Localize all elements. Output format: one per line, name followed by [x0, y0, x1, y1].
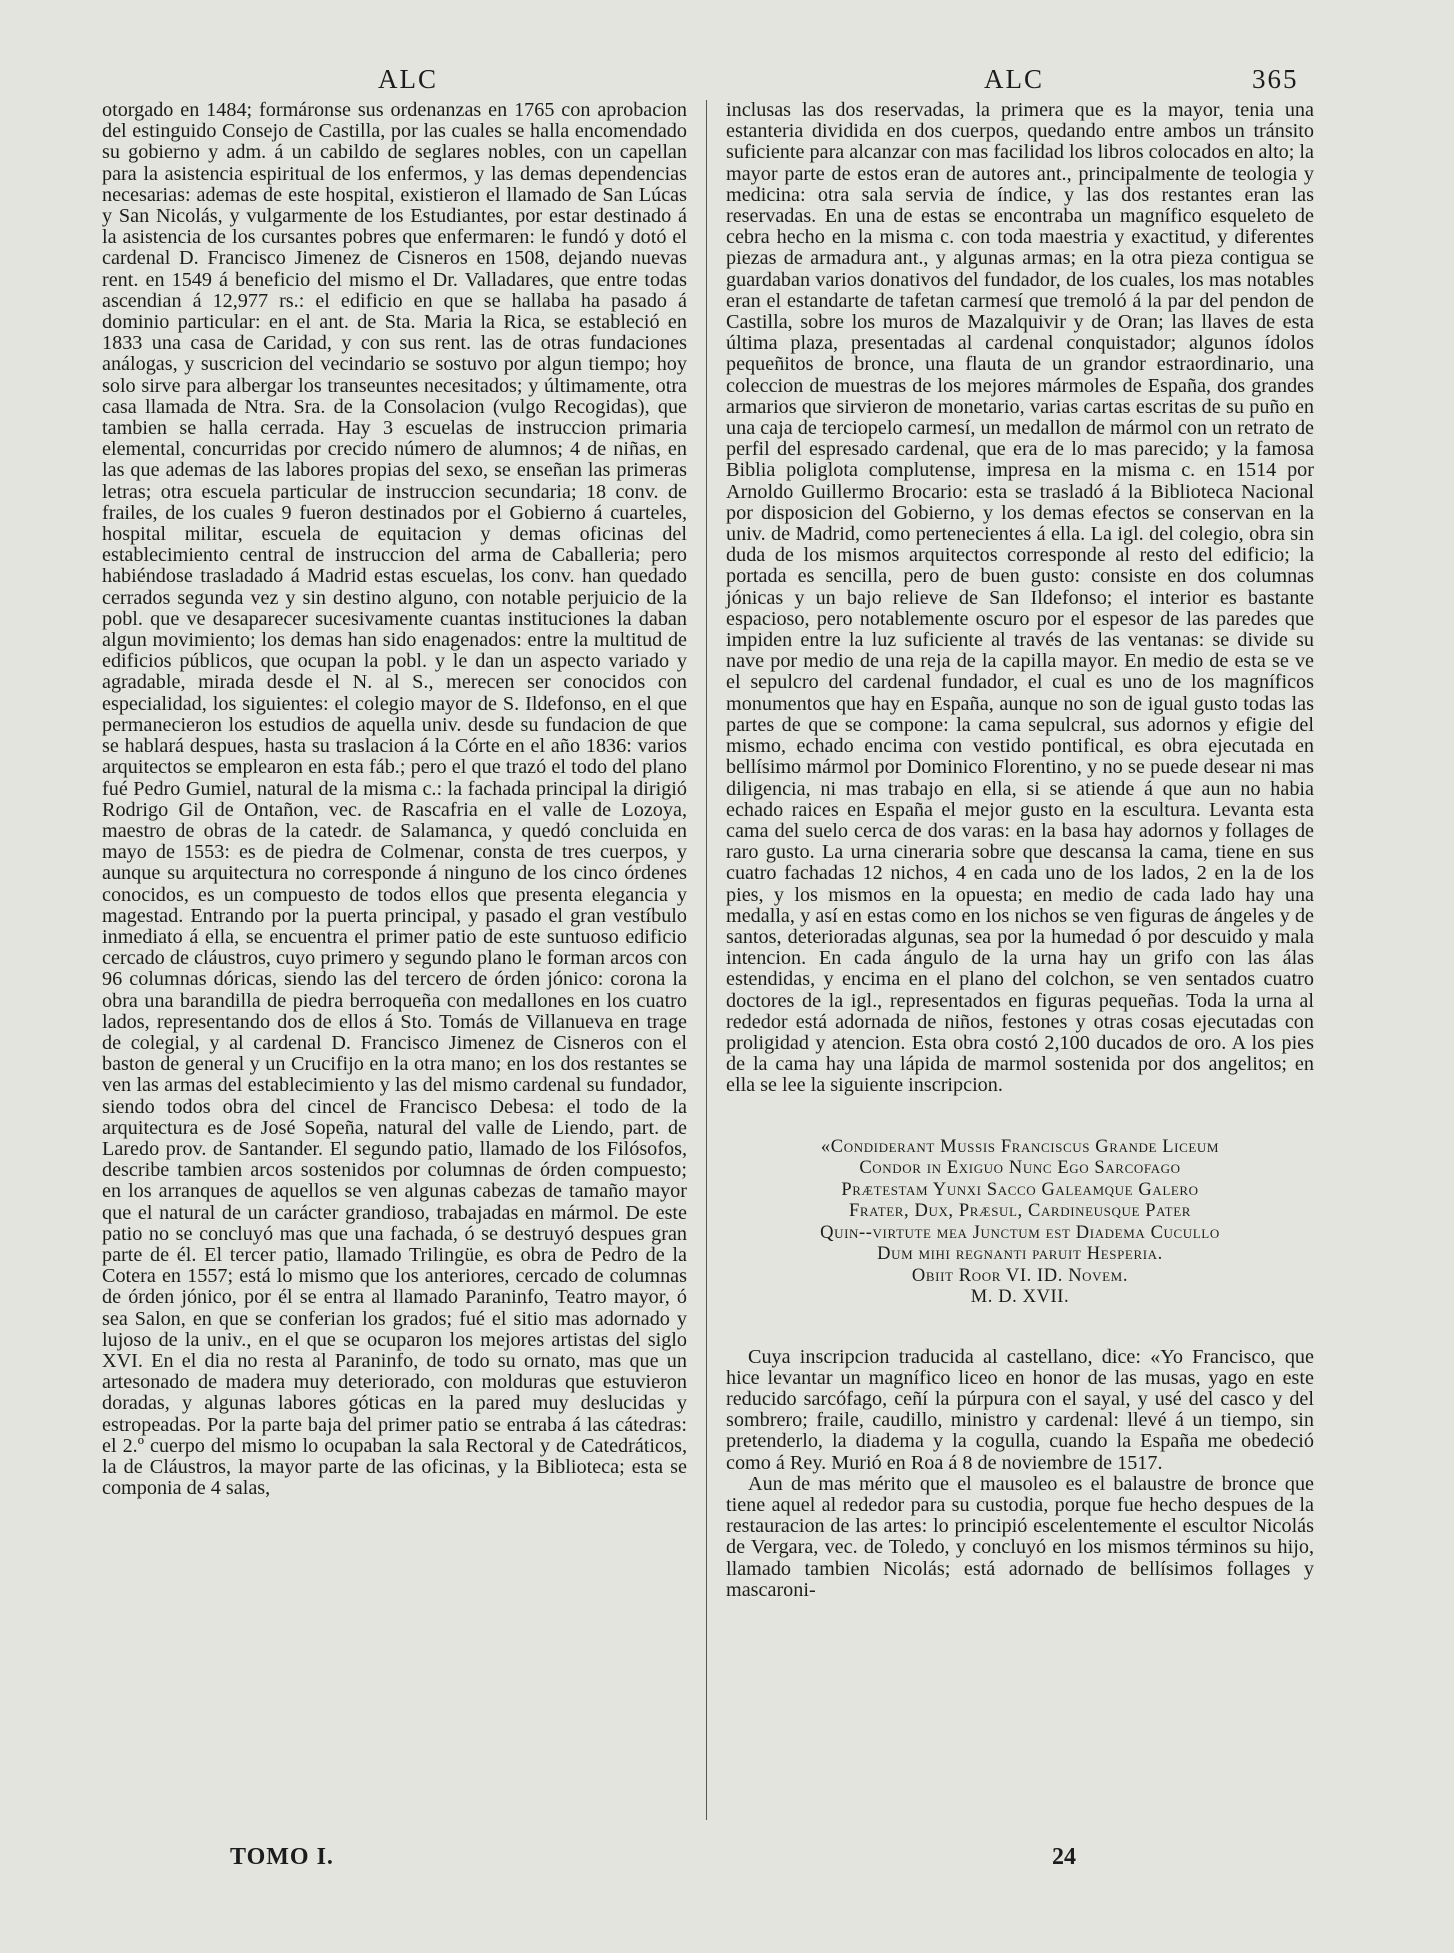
inscription-line: Prætestam Yunxi Sacco Galeamque Galero: [841, 1179, 1199, 1200]
inscription-line: M. D. XVII.: [970, 1287, 1070, 1308]
volume-label: TOMO I.: [230, 1844, 334, 1870]
inscription-line: «Condiderant Mussis Franciscus Grande Liceum: [820, 1136, 1220, 1157]
signature-mark: 24: [1052, 1844, 1076, 1870]
inscription-line: Frater, Dux, Præsul, Cardineusque Pater: [848, 1201, 1192, 1222]
page-number: 365: [1252, 64, 1299, 94]
right-column-paragraph-1: inclusas las dos reservadas, la primera que es la mayor, tenia una estanteria dividida en dos cuerpos, quedando entre ambos un tránsito suficiente para alcanzar con mas facilidad los libros colocados en alto; la mayor parte de estos eran de autores ant., principalmente de teologia y medicina: otra sala servia de índice, y las dos restantes eran las reservadas. En una de estas se encontraba un magnífico esqueleto de cebra hecho en la misma c. con toda maestria y exactitud, y diferentes piezas de armadura ant., y algunas armas; en la otra pieza contigua se guardaban varios donativos del fundador, de los cuales, los mas notables eran el estandarte de tafetan carmesí que tremoló á la par del pendon de Castilla, sobre los muros de Mazalquivir y de Oran; las llaves de esta última plaza, presentadas al cardenal conquistador; algunos ídolos pequeñitos de bronce, una flauta de un grandor estraordinario, una coleccion de muestras de los mejores mármoles de España, dos grandes armarios que sirvieron de monetario, varias cartas escritas de su puño en una caja de terciopelo carmesí, un medallon de mármol con un retrato de perfil del espresado cardenal, que era de lo mas parecido; y la famosa Biblia poliglota complutense, impresa en la misma c. en 1514 por Arnoldo Guillermo Brocario: esta se trasladó á la Biblioteca Nacional por disposicion del Gobierno, y los demas efectos se conservan en la univ. de Madrid, como pertenecientes á ella. La igl. del colegio, obra sin duda de los mismos arquitectos corresponde al resto del edificio; la portada es sencilla, pero de buen gusto: consiste en dos columnas jónicas y un bajo relieve de San Ildefonso; el interior es bastante espacioso, pero notablemente oscuro por el espesor de las paredes que impiden entre la luz suficiente al través de las ventanas: se divide su nave por medio de una reja de la capilla mayor. En medio de esta se ve el sepulcro del cardenal fundador, el cual es uno de los magníficos monumentos que hay en España, aunque no son de igual gusto todas las partes de que se compone: la cama sepulcral, sus adornos y efigie del mismo, echado encima con vestido pontifical, es obra ejecutada en bellísimo mármol por Dominico Florentino, y no se puede desear ni mas diligencia, ni mas trabajo en ella, si se atiende á que aun no habia echado raices en España el mejor gusto en la escultura. Levanta esta cama del suelo cerca de dos varas: en la basa hay adornos y follages de raro gusto. La urna cineraria sobre que descansa la cama, tiene en sus cuatro fachadas 12 nichos, 4 en cada uno de los lados, 2 en la de los pies, y los mismos en la opuesta; en medio de cada lado hay una medalla, y así en estas como en los nichos se ven figuras de ángeles y de santos, deterioradas algunas, sea por la humedad ó por descuido y mala intencion. En cada ángulo de la urna hay un grifo con las álas estendidas, y encima en el plano del colchon, se ven sentados cuatro doctores de la igl., representados en figuras pequeñas. Toda la urna al rededor está adornada de niños, festones y otras cosas ejecutadas con proligidad y atencion. Esta obra costó 2,100 ducados de oro. A los pies de la cama hay una lápida de marmol sostenida por dos angelitos; en ella se lee la siguiente inscripcion.: [726, 99, 1315, 1097]
column-divider: [706, 100, 707, 1820]
left-text-column: [102, 100, 687, 1499]
right-text-column: [726, 100, 1314, 1601]
inscription-line: Dum mihi regnanti paruit Hesperia.: [877, 1244, 1163, 1265]
inscription-line: Condor in Exiguo Nunc Ego Sarcofago: [859, 1158, 1181, 1179]
latin-inscription: [726, 1137, 1314, 1309]
inscription-line: Obiit Roor VI. ID. Novem.: [911, 1265, 1129, 1286]
inscription-line: Quin--virtute mea Junctum est Diadema Cucullo: [820, 1222, 1220, 1243]
right-column-paragraph-2: Cuya inscripcion traducida al castellano, dice: «Yo Francisco, que hice levantar un magnífico liceo en honor de las musas, yago en este reducido sarcófago, ceñí la púrpura con el sayal, y usé del casco y del sombrero; fraile, caudillo, ministro y cardenal: llevé á un tiempo, sin pretenderlo, la diadema y la cogulla, cuando la España me obedeció como á Rey. Murió en Roa á 8 de noviembre de 1517.: [726, 1345, 1314, 1474]
running-header: [0, 64, 1454, 104]
left-column-paragraph: otorgado en 1484; formáronse sus ordenanzas en 1765 con aprobacion del estinguido Consejo de Castilla, por las cuales se halla encomendado su gobierno y adm. á un cabildo de seglares nobles, con un capellan para la asistencia espiritual de los enfermos, y las demas dependencias necesarias: ademas de este hospital, existieron el llamado de San Lúcas y San Nicolás, y vulgarmente de los Estudiantes, por estar destinado á la asistencia de los cursantes pobres que enfermaren: le fundó y dotó el cardenal D. Francisco Jimenez de Cisneros en 1508, dejando nuevas rent. en 1549 á beneficio del mismo el Dr. Valladares, que entre todas ascendian á 12,977 rs.: el edificio en que se hallaba ha pasado á dominio particular: en el ant. de Sta. Maria la Rica, se estableció en 1833 una casa de Caridad, y con sus rent. las de otras fundaciones análogas, y suscricion del vecindario se sostuvo por algun tiempo; hoy solo sirve para albergar los transeuntes necesitados; y últimamente, otra casa llamada de Ntra. Sra. de la Consolacion (vulgo Recogidas), que tambien se halla cerrada. Hay 3 escuelas de instruccion primaria elemental, concurridas por crecido número de alumnos; 4 de niñas, en las que ademas de las labores propias del sexo, se enseñan las primeras letras; otra escuela particular de instruccion secundaria; 18 conv. de frailes, de los cuales 9 fueron destinados por el Gobierno á cuarteles, hospital militar, escuela de equitacion y demas oficinas del establecimiento central de instruccion del arma de Caballeria; pero habiéndose trasladado á Madrid estas escuelas, los conv. han quedado cerrados segunda vez y sin destino alguno, con notable perjuicio de la pobl. que ve desaparecer sucesivamente cuantas instituciones la daban algun movimiento; los demas han sido enagenados: entre la multitud de edificios públicos, que ocupan la pobl. y le dan un aspecto variado y agradable, mirada desde el N. al S., merecen ser conocidos con especialidad, los siguientes: el colegio mayor de S. Ildefonso, en el que permanecieron los estudios de aquella univ. desde su fundacion de que se hablará despues, hasta su traslacion á la Córte en el año 1836: varios arquitectos se emplearon en esta fáb.; pero el que trazó el todo del plano fué Pedro Gumiel, natural de la misma c.: la fachada principal la dirigió Rodrigo Gil de Ontañon, vec. de Rascafria en el valle de Lozoya, maestro de obras de la catedr. de Salamanca, y quedó concluida en mayo de 1553: es de piedra de Colmenar, consta de tres cuerpos, y aunque su arquitectura no corresponde á ninguno de los cinco órdenes conocidos, es un compuesto de todos ellos que presenta elegancia y magestad. Entrando por la puerta principal, y pasado el gran vestíbulo inmediato á ella, se encuentra el primer patio de este suntuoso edificio cercado de cláustros, cuyo primero y segundo plano le forman arcos con 96 columnas dóricas, siendo las del tercero de órden jónico: corona la obra una barandilla de piedra berroqueña con medallones en los cuatro lados, representando dos de ellos á Sto. Tomás de Villanueva en trage de colegial, y al cardenal D. Francisco Jimenez de Cisneros con el baston de general y un Crucifijo en la otra mano; en los dos restantes se ven las armas del establecimiento y las del mismo cardenal su fundador, siendo todos obra del cincel de Francisco Debesa: el todo de la arquitectura es de José Sopeña, natural del valle de Liendo, part. de Laredo prov. de Santander. El segundo patio, llamado de los Filósofos, describe tambien arcos sostenidos por columnas de órden compuesto; en los arranques de aquellos se ven algunas cabezas de tamaño mayor que el natural de un carácter grandioso, trabajadas en mármol. De este patio no se concluyó mas que una fachada, ó se destruyó despues gran parte de él. El tercer patio, llamado Trilingüe, es obra de Pedro de la Cotera en 1557; está lo mismo que los anteriores, cercado de columnas de órden jónico, por él se entra al llamado Paraninfo, Teatro mayor, ó sea Salon, en que se conferian los grados; fué el sitio mas adornado y lujoso de la univ., en el que se ocuparon los mejores artistas del siglo XVI. En el dia no resta al Paraninfo, de todo su ornato, mas que un artesonado de madera muy deteriorado, con molduras que estuvieron doradas, y algunas labores góticas en la pared muy deslucidas y estropeadas. Por la parte baja del primer patio se entraba á las cátedras: el 2.º cuerpo del mismo lo ocupaban la sala Rectoral y de Catedráticos, la de Cláustros, la mayor parte de las oficinas, y la Biblioteca; esta se componia de 4 salas,: [102, 99, 687, 1500]
left-running-title: ALC: [378, 64, 438, 94]
right-running-title: ALC: [984, 64, 1044, 94]
right-column-paragraph-3: Aun de mas mérito que el mausoleo es el balaustre de bronce que tiene aquel al rededor para su custodia, porque fue hecho despues de la restauracion de las artes: lo principió escelentemente el escultor Nicolás de Vergara, vec. de Toledo, y concluyó en los mismos términos su hijo, llamado tambien Nicolás; está adornado de bellísimos follages y mascaroni-: [726, 1472, 1314, 1601]
